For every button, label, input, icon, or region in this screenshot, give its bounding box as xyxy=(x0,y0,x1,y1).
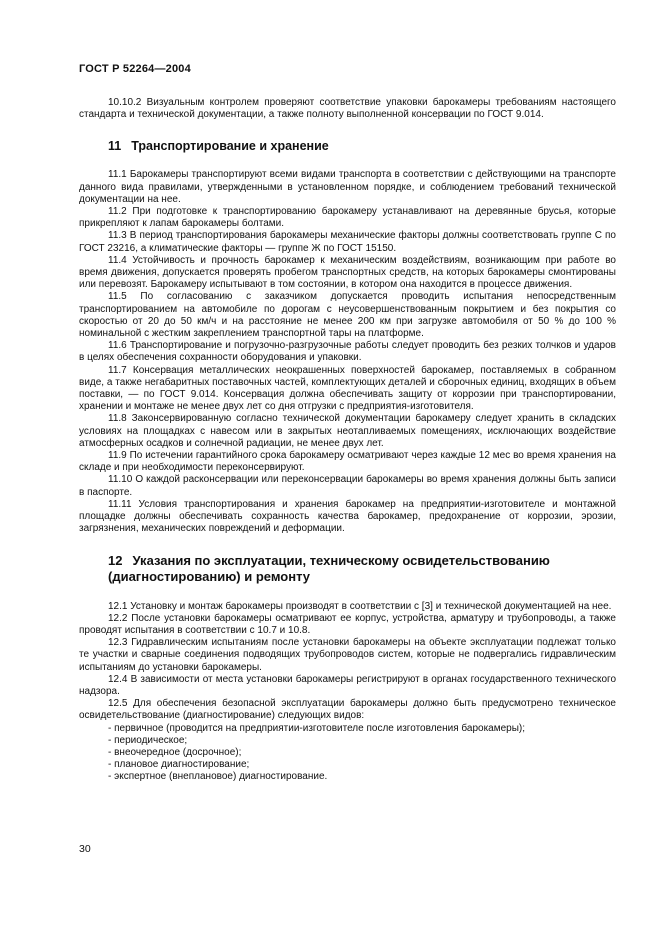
list-item: - периодическое; xyxy=(108,734,188,746)
list-item: - первичное (проводится на предприятии-изготовителе после изготовления барокамеры); xyxy=(108,722,526,734)
list-item: - плановое диагностирование; xyxy=(108,759,250,771)
paragraph-12-2: 12.2 После установки барокамеры осматривают ее корпус, устройства, арматуру и трубопроводы, а также проводят испытания в соответствии с 10.7 и 10.8. xyxy=(79,612,616,636)
document-header: ГОСТ Р 52264—2004 xyxy=(79,63,191,75)
list-item: - экспертное (внеплановое) диагностирование. xyxy=(108,771,328,783)
paragraph-12-4: 12.4 В зависимости от места установки барокамеры регистрируют в органах государственного технического надзора. xyxy=(79,673,616,697)
paragraph-12-1: 12.1 Установку и монтаж барокамеры производят в соответствии с [3] и технической документацией на нее. xyxy=(108,600,612,612)
paragraph-11-10: 11.10 О каждой расконсервации или переконсервации барокамеры во время хранения должны быть записи в паспорте. xyxy=(79,474,616,498)
paragraph-10-10-2: 10.10.2 Визуальным контролем проверяют соответствие упаковки барокамеры требованиям настоящего стандарта и технической документации, а также полноту выполненной консервации по ГОСТ 9.014. xyxy=(79,97,616,121)
section-11-heading xyxy=(79,139,616,154)
paragraph-11-8: 11.8 Законсервированную согласно технической документации барокамеру следует хранить в складских условиях на площадках с навесом или в закрытых неотапливаемых помещениях, исключающих воздействие атмосферных осадков и солнечной радиации, не менее двух лет. xyxy=(79,413,616,449)
paragraph-12-5: 12.5 Для обеспечения безопасной эксплуатации барокамеры должно быть предусмотрено техническое освидетельствование (диагностирование) следующих видов: xyxy=(79,698,616,722)
section-12-heading xyxy=(79,553,616,586)
paragraph-11-5: 11.5 По согласованию с заказчиком допускается проводить испытания непосредственным транспортированием на автомобиле по дорогам с неусовершенствованным покрытием и без покрытия со скоростью от 20 до 50 км/ч и на расстояние не менее 200 км при загрузке автомобиля от 50 % до 100 % номинальной с жестким закреплением транспортной тары на платформе. xyxy=(79,291,616,340)
paragraph-11-11: 11.11 Условия транспортирования и хранения барокамер на предприятии-изготовителе и монтажной площадке должны обеспечивать сохранность качества барокамер, предохранение от коррозии, эрозии, загрязнения, механических повреждений и деформации. xyxy=(79,498,616,535)
paragraph-11-6: 11.6 Транспортирование и погрузочно-разгрузочные работы следует проводить без резких толчков и ударов в целях обеспечения сохранности оборудования и упаковки. xyxy=(79,340,616,364)
paragraph-11-4: 11.4 Устойчивость и прочность барокамер к механическим воздействиям, возникающим при работе во время движения, допускается проверять пробегом транспортных средств, на которых барокамеры смонтированы или перевозят. Барокамеру испытывают в том состоянии, в котором она находится в процессе движения. xyxy=(79,254,616,291)
inspection-types-list xyxy=(79,723,616,784)
page-number: 30 xyxy=(79,843,91,855)
section-number: 11 xyxy=(108,139,122,154)
page-body xyxy=(79,97,616,784)
section-title: Транспортирование и хранение xyxy=(131,139,329,154)
paragraph-11-2: 11.2 При подготовке к транспортированию барокамеру устанавливают на деревянные брусья, которые прикрепляют к лапам барокамеры болтами. xyxy=(79,206,616,230)
paragraph-11-7: 11.7 Консервация металлических неокрашенных поверхностей барокамер, поставляемых в собранном виде, а также негабаритных поставочных частей, комплектующих деталей и сборочных единиц, входящих в объем поставки, — по ГОСТ 9.014. Консервация должна обеспечивать защиту от коррозии при транспортировании, хранении и монтаже не менее двух лет со дня отгрузки с предприятия-изготовителя. xyxy=(79,364,616,413)
paragraph-12-3: 12.3 Гидравлическим испытаниям после установки барокамеры на объекте эксплуатации подлежат только те участки и сварные соединения подводящих трубопроводов систем, которые не подвергались гидравлическим испытаниям до установки барокамеры. xyxy=(79,637,616,673)
section-number: 12 xyxy=(108,552,123,568)
paragraph-11-1: 11.1 Барокамеры транспортируют всеми видами транспорта в соответствии с действующими на транспорте данного вида правилами, утвержденными в установленном порядке, и соблюдением требований технической документации на нее. xyxy=(79,169,616,205)
section-title: Указания по эксплуатации, техническому освидетельствованию (диагностированию) и ремонту xyxy=(108,552,550,584)
paragraph-11-9: 11.9 По истечении гарантийного срока барокамеру осматривают через каждые 12 мес во время хранения на складе и при необходимости переконсервируют. xyxy=(79,450,616,474)
paragraph-11-3: 11.3 В период транспортирования барокамеры механические факторы должны соответствовать группе С по ГОСТ 23216, а климатические факторы — группе Ж по ГОСТ 15150. xyxy=(79,230,616,254)
list-item: - внеочередное (досрочное); xyxy=(108,746,242,758)
